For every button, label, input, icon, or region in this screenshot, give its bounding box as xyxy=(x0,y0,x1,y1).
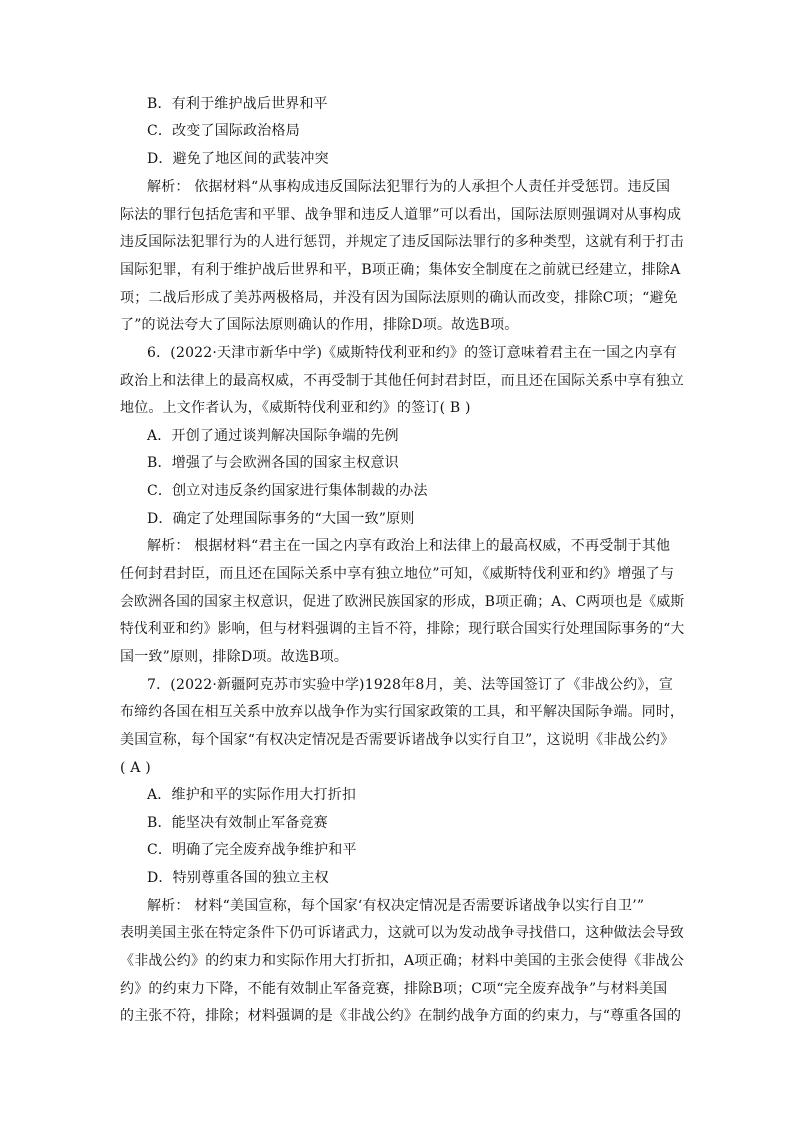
option-a: A．开创了通过谈判解决国际争端的先例 xyxy=(147,428,399,444)
option-b: B．能坚决有效制止军备竞赛 xyxy=(147,815,328,831)
analysis-line: 任何封君封臣，而且还在国际关系中享有独立地位”可知，《威斯特伐利亚和约》增强了与 xyxy=(120,566,675,582)
analysis-line: 解析： 根据材料“君主在一国之内享有政治上和法律上的最高权威，不再受制于其他 xyxy=(147,538,671,554)
analysis-line: 特伐利亚和约》影响，但与材料强调的主旨不符，排除；现行联合国实行处理国际事务的“大 xyxy=(120,621,685,637)
option-c: C．明确了完全废弃战争维护和平 xyxy=(147,842,357,858)
analysis-line: 约》的约束力下降，不能有效制止军备竞赛，排除B项；C项“完全废弃战争”与材料美国 xyxy=(120,981,668,997)
option-d: D．确定了处理国际事务的“大国一致”原则 xyxy=(147,511,415,527)
question-7-stem: 美国宣称，每个国家“有权决定情况是否需要诉诸战争以实行自卫”，这说明《非战公约》 xyxy=(120,732,675,748)
analysis-line: 解析： 依据材料“从事构成违反国际法犯罪行为的人承担个人责任并受惩罚。违反国 xyxy=(147,179,671,195)
option-b: B．增强了与会欧洲各国的国家主权意识 xyxy=(147,455,399,471)
option-c: C．改变了国际政治格局 xyxy=(147,123,300,139)
analysis-line: 了”的说法夸大了国际法原则确认的作用，排除D项。故选B项。 xyxy=(120,317,519,333)
question-7-answer: ( A ) xyxy=(120,760,151,776)
analysis-line: 国一致”原则，排除D项。故选B项。 xyxy=(120,649,349,665)
option-d: D．避免了地区间的武装冲突 xyxy=(147,151,329,167)
analysis-line: 国际犯罪，有利于维护战后世界和平，B项正确；集体安全制度在之前就已经建立，排除A xyxy=(120,262,681,278)
option-b: B．有利于维护战后世界和平 xyxy=(147,96,328,112)
analysis-line: 表明美国主张在特定条件下仍可诉诸武力，这就可以为发动战争寻找借口，这种做法会导致 xyxy=(120,925,685,941)
analysis-line: 会欧洲各国的国家主权意识，促进了欧洲民族国家的形成，B项正确；A、C两项也是《威斯 xyxy=(120,594,685,610)
analysis-line: 违反国际法犯罪行为的人进行惩罚，并规定了违反国际法罪行的多种类型，这就有利于打击 xyxy=(120,234,685,250)
analysis-line: 项；二战后形成了美苏两极格局，并没有因为国际法原则的确认而改变，排除C项；“避免 xyxy=(120,290,678,306)
question-7-stem: 7．(2022·新疆阿克苏市实验中学)1928年8月，美、法等国签订了《非战公约》，宣 xyxy=(147,677,674,693)
analysis-line: 解析： 材料“美国宣称，每个国家‘有权决定情况是否需要诉诸战争以实行自卫’” xyxy=(147,898,645,914)
question-7-stem: 布缔约各国在相互关系中放弃以战争作为实行国家政策的工具，和平解决国际争端。同时， xyxy=(120,704,685,720)
analysis-line: 际法的罪行包括危害和平罪、战争罪和违反人道罪”可以看出，国际法原则强调对从事构成 xyxy=(120,207,682,223)
analysis-line: 《非战公约》的约束力和实际作用大打折扣，A项正确；材料中美国的主张会使得《非战公 xyxy=(120,953,685,969)
analysis-line: 的主张不符，排除；材料强调的是《非战公约》在制约战争方面的约束力，与“尊重各国的 xyxy=(120,1008,682,1024)
option-c: C．创立对违反条约国家进行集体制裁的办法 xyxy=(147,483,428,499)
question-6-stem: 地位。上文作者认为，《威斯特伐利亚和约》的签订( B ) xyxy=(120,400,471,416)
question-6-stem: 6．(2022·天津市新华中学)《威斯特伐利亚和约》的签订意味着君主在一国之内享有 xyxy=(147,345,678,361)
option-d: D．特别尊重各国的独立主权 xyxy=(147,870,329,886)
question-6-stem: 政治上和法律上的最高权威，不再受制于其他任何封君封臣，而且还在国际关系中享有独立 xyxy=(120,373,685,389)
option-a: A．维护和平的实际作用大打折扣 xyxy=(147,787,357,803)
